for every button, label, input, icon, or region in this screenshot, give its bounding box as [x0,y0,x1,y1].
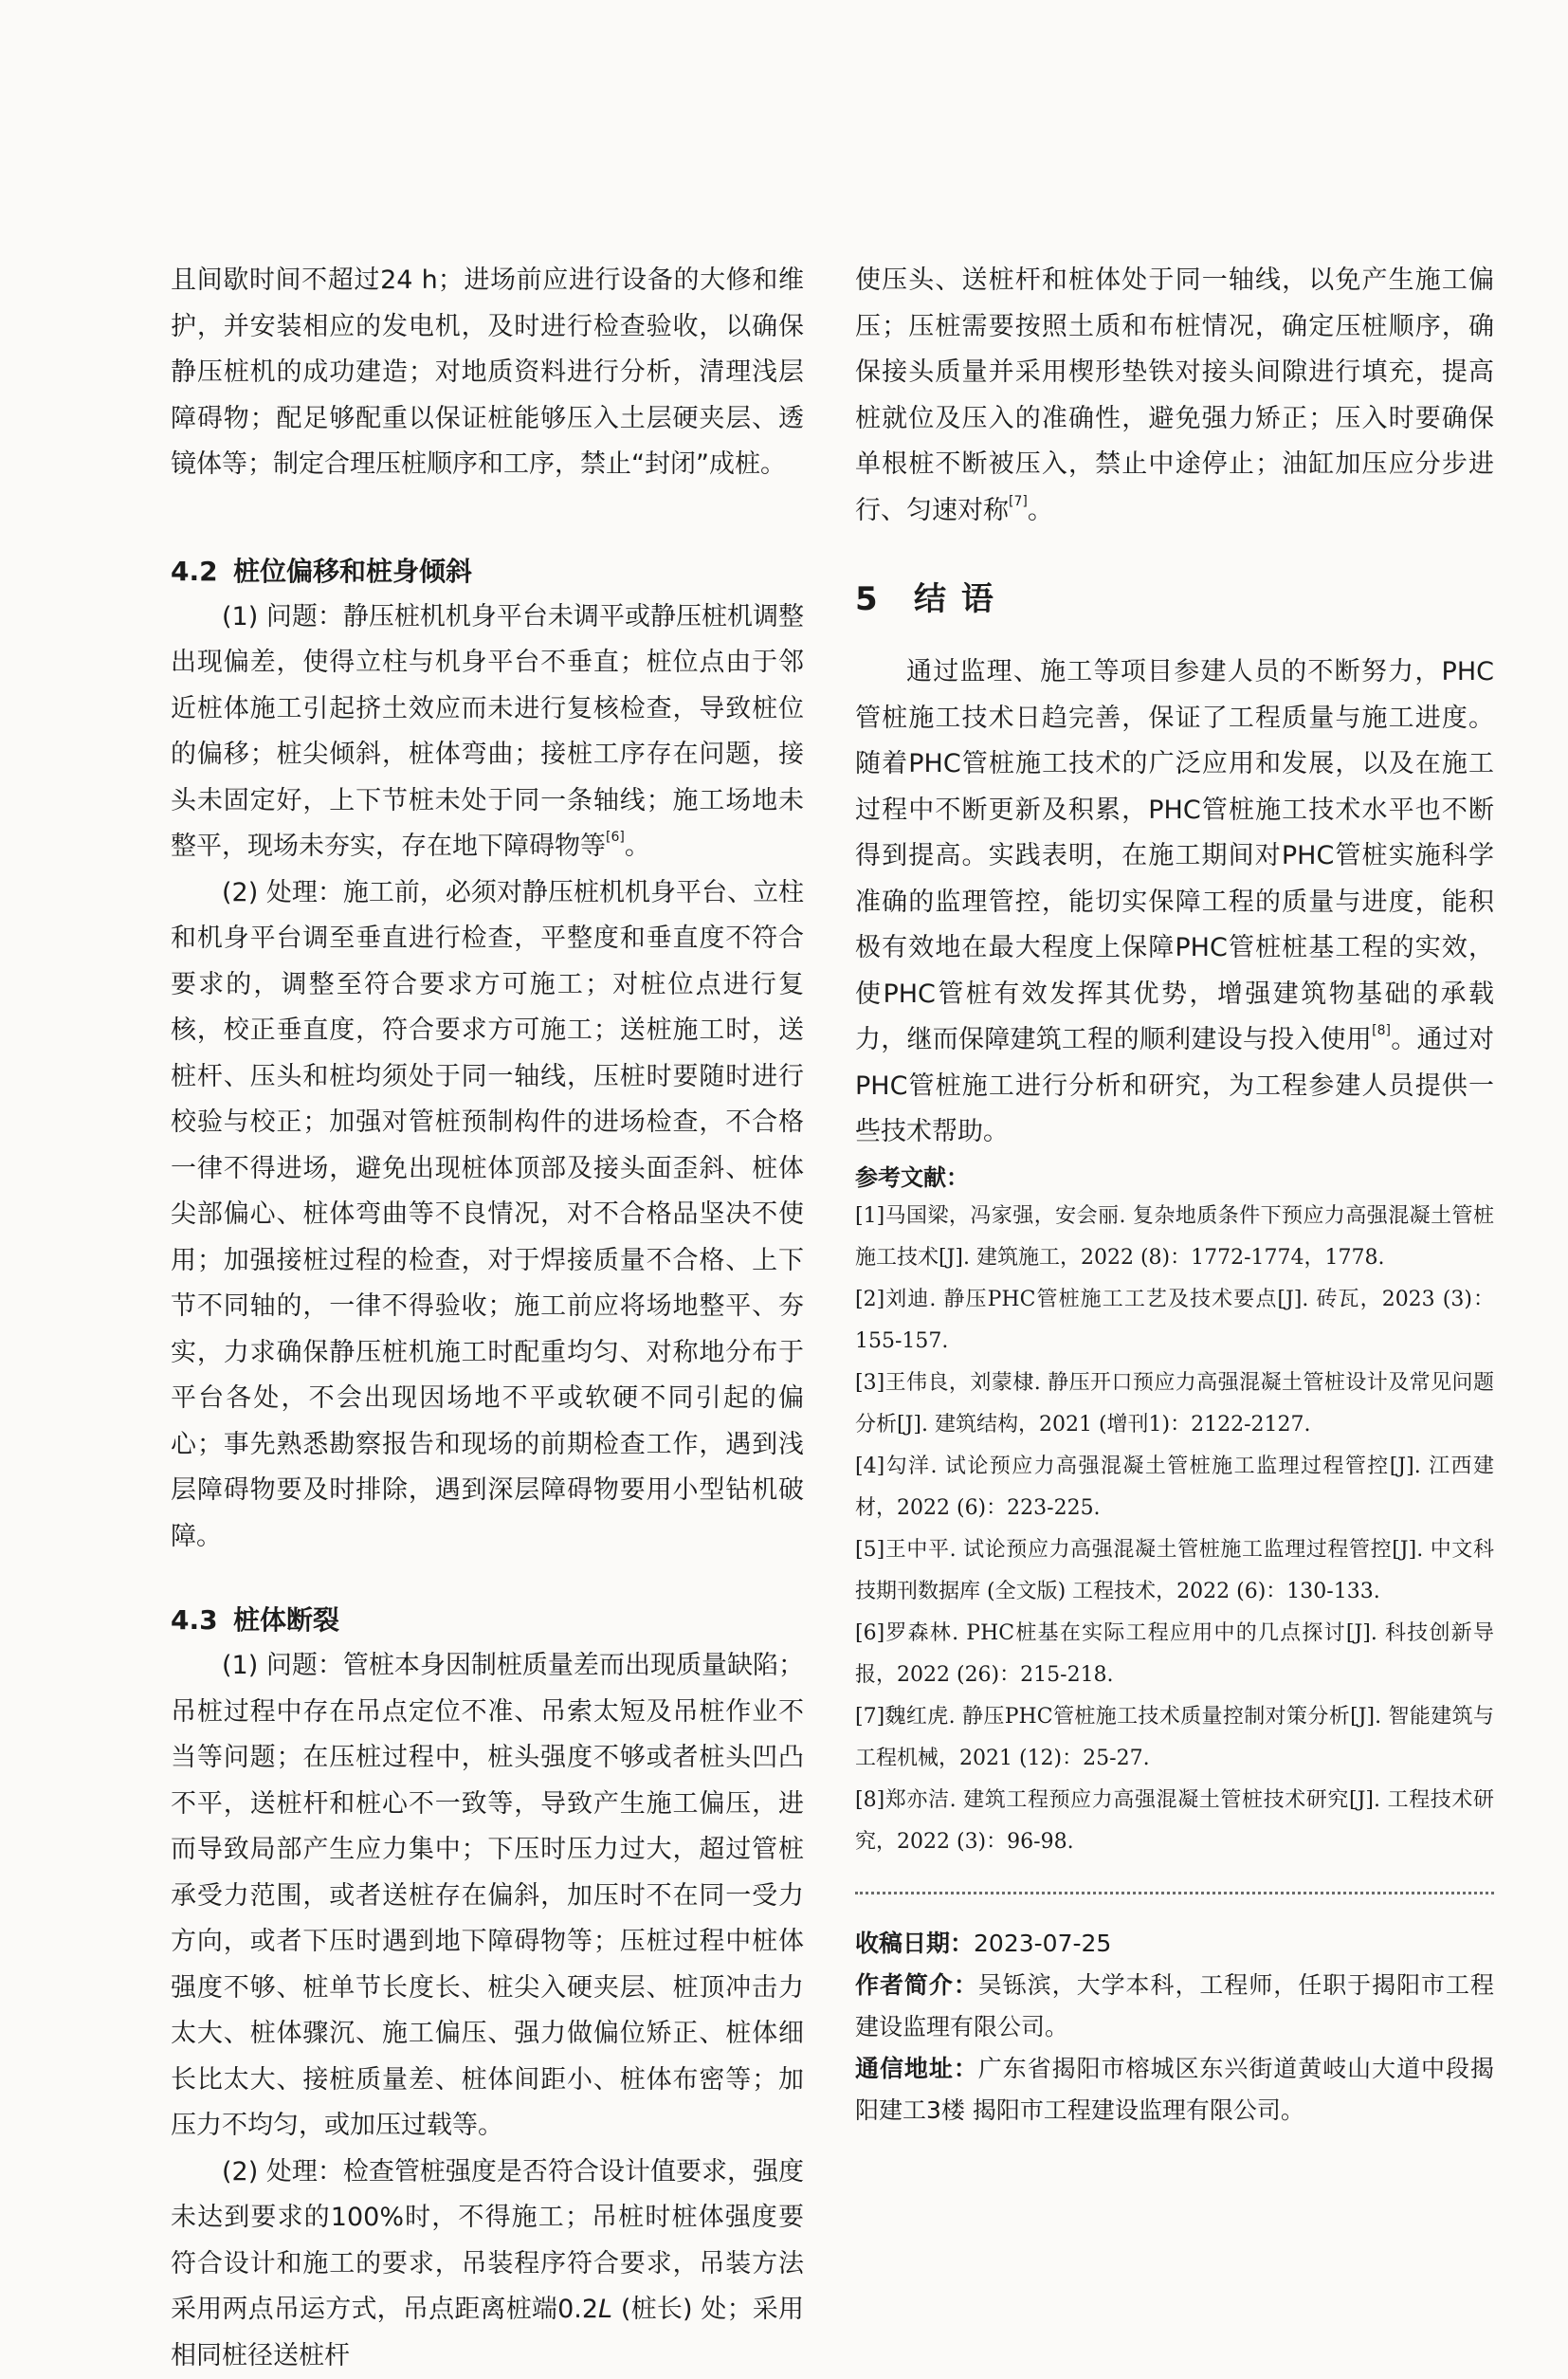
section-4-2-heading [171,549,804,595]
section-4-3-treatment [171,2150,804,2379]
intro-paragraph: 且间歇时间不超过24 h；进场前应进行设备的大修和维护，并安装相应的发电机，及时进行检查验收，以确保静压桩机的成功建造；对地质资料进行分析，清理浅层障碍物；配足够配重以保证桩能够压入土层硬夹层、透镜体等；制定合理压桩顺序和工序，禁止“封闭”成桩。 [171,258,804,488]
section-5-title: 结 语 [914,580,995,618]
section-4-3-problem: (1) 问题：管桩本身因制桩质量差而出现质量缺陷；吊桩过程中存在吊点定位不准、吊索太短及吊桩作业不当等问题；在压桩过程中，桩头强度不够或者桩头凹凸不平，送桩杆和桩心不一致等，导致产生施工偏压，进而导致局部产生应力集中；下压时压力过大，超过管桩承受力范围，或者送桩存在偏斜，加压时不在同一受力方向，或者下压时遇到地下障碍物等；压桩过程中桩体强度不够、桩单节长度长、桩尖入硬夹层、桩顶冲击力太大、桩体骤沉、施工偏压、强力做偏位矫正、桩体细长比太大、接桩质量差、桩体间距小、桩体布密等；加压力不均匀，或加压过载等。 [171,1643,804,2150]
citation-6: [6] [606,830,625,845]
author-bio-value: 吴铄滨，大学本科，工程师，任职于揭阳市工程建设监理有限公司。 [855,1971,1494,2040]
reference-item: [2]刘迪. 静压PHC管桩施工工艺及技术要点[J]. 砖瓦，2023 (3)：155-157. [855,1279,1494,1363]
section-4-3-treatment-part1: (2) 处理：检查管桩强度是否符合设计值要求，强度未达到要求的100%时，不得施工；吊桩时桩体强度要符合设计和施工的要求，吊装程序符合要求，吊装方法采用两点吊运方式，吊点距离桩端0.2 [171,2157,804,2325]
mailing-address-value: 广东省揭阳市榕城区东兴街道黄岐山大道中段揭阳建工3楼 揭阳市工程建设监理有限公司。 [855,2055,1494,2124]
mailing-address-label: 通信地址： [855,2055,978,2082]
section-4-3-number: 4.3 [171,1598,233,1643]
section-5-number: 5 [855,576,914,623]
section-4-2-number: 4.2 [171,549,233,595]
author-bio-label: 作者简介： [855,1971,978,1999]
conclusion-text: 通过监理、施工等项目参建人员的不断努力，PHC管桩施工技术日趋完善，保证了工程质量与施工进度。随着PHC管桩施工技术的广泛应用和发展，以及在施工过程中不断更新及积累，PHC管桩施工技术水平也不断得到提高。实践表明，在施工期间对PHC管桩实施科学准确的监理管控，能切实保障工程的质量与进度，能积极有效地在最大程度上保障PHC管桩桩基工程的实效，使PHC管桩有效发挥其优势，增强建筑物基础的承载力，继而保障建筑工程的顺利建设与投入使用 [855,657,1494,1054]
continuation-end: 。 [1028,496,1053,525]
references-list [855,1196,1494,1863]
pile-length-symbol: L [598,2295,612,2324]
reference-item: [5]王中平. 试论预应力高强混凝土管桩施工监理过程管控[J]. 中文科技期刊数据库 (全文版) 工程技术，2022 (6)：130-133. [855,1529,1494,1613]
section-4-2-problem [171,595,804,870]
conclusion-paragraph [855,650,1494,1156]
continuation-text: 使压头、送桩杆和桩体处于同一轴线，以免产生施工偏压；压桩需要按照土质和布桩情况，确定压桩顺序，确保接头质量并采用楔形垫铁对接头间隙进行填充，提高桩就位及压入的准确性，避免强力矫正；压入时要确保单根桩不断被压入，禁止中途停止；油缸加压应分步进行、匀速对称 [855,265,1494,525]
dotted-divider [855,1892,1494,1894]
section-4-2-problem-text: (1) 问题：静压桩机机身平台未调平或静压桩机调整出现偏差，使得立柱与机身平台不垂直；桩位点由于邻近桩体施工引起挤土效应而未进行复核检查，导致桩位的偏移；桩尖倾斜，桩体弯曲；接桩工序存在问题，接头未固定好，上下节桩未处于同一条轴线；施工场地未整平，现场未夯实，存在地下障碍物等 [171,602,804,862]
right-column [855,258,1494,2132]
mailing-address [855,2048,1494,2132]
section-5-heading [855,576,1494,623]
conclusion-text-end: 。通过对PHC管桩施工进行分析和研究，为工程参建人员提供一些技术帮助。 [855,1025,1494,1146]
section-4-2-title: 桩位偏移和桩身倾斜 [233,556,472,587]
continuation-paragraph [855,258,1494,534]
received-date-value: 2023-07-25 [974,1930,1111,1957]
reference-item: [1]马国梁，冯家强，安会丽. 复杂地质条件下预应力高强混凝土管桩施工技术[J]. 建筑施工，2022 (8)：1772-1774，1778. [855,1196,1494,1279]
reference-item: [8]郑亦洁. 建筑工程预应力高强混凝土管桩技术研究[J]. 工程技术研究，2022 (3)：96-98. [855,1780,1494,1863]
section-4-3-treatment-part2: (桩长) 处；采用相同桩径送桩杆 [171,2295,804,2370]
section-4-2-problem-end: 。 [625,832,650,861]
citation-8: [8] [1372,1023,1391,1038]
received-date-label: 收稿日期： [855,1930,974,1957]
section-4-3-title: 桩体断裂 [233,1604,339,1636]
section-4-3-heading [171,1598,804,1643]
left-column [171,258,804,2379]
section-4-2-treatment: (2) 处理：施工前，必须对静压桩机机身平台、立柱和机身平台调至垂直进行检查，平整度和垂直度不符合要求的，调整至符合要求方可施工；对桩位点进行复核，校正垂直度，符合要求方可施工；送桩施工时，送桩杆、压头和桩均须处于同一轴线，压桩时要随时进行校验与校正；加强对管桩预制构件的进场检查，不合格一律不得进场，避免出现桩体顶部及接头面歪斜、桩体尖部偏心、桩体弯曲等不良情况，对不合格品坚决不使用；加强接桩过程的检查，对于焊接质量不合格、上下节不同轴的，一律不得验收；施工前应将场地整平、夯实，力求确保静压桩机施工时配重均匀、对称地分布于平台各处，不会出现因场地不平或软硬不同引起的偏心；事先熟悉勘察报告和现场的前期检查工作，遇到浅层障碍物要及时排除，遇到深层障碍物要用小型钻机破障。 [171,870,804,1561]
references-heading: 参考文献： [855,1160,1494,1196]
received-date [855,1923,1494,1965]
reference-item: [4]勾洋. 试论预应力高强混凝土管桩施工监理过程管控[J]. 江西建材，2022 (6)：223-225. [855,1446,1494,1529]
citation-7: [7] [1009,494,1028,509]
author-bio [855,1965,1494,2048]
reference-item: [6]罗森林. PHC桩基在实际工程应用中的几点探讨[J]. 科技创新导报，2022 (26)：215-218. [855,1613,1494,1696]
reference-item: [7]魏红虎. 静压PHC管桩施工技术质量控制对策分析[J]. 智能建筑与工程机械，2021 (12)：25-27. [855,1696,1494,1780]
reference-item: [3]王伟良，刘蒙棣. 静压开口预应力高强混凝土管桩设计及常见问题分析[J]. 建筑结构，2021 (增刊1)：2122-2127. [855,1363,1494,1446]
